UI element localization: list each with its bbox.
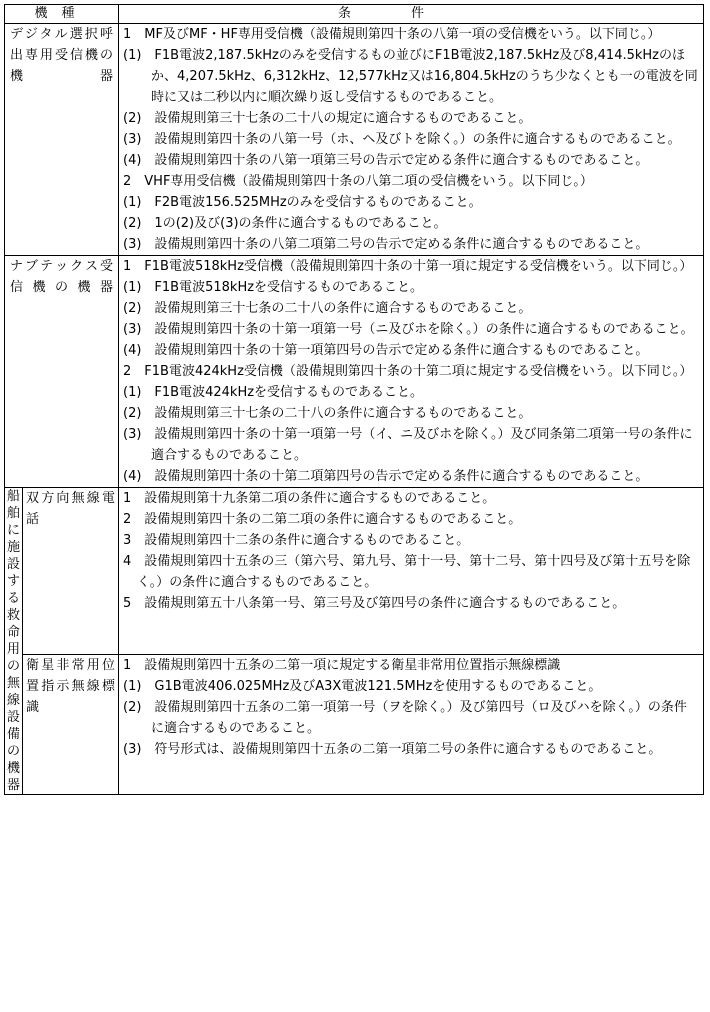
conditions-cell bbox=[119, 655, 704, 795]
condition-line: (4) 設備規則第四十条の八第一項第三号の告示で定める条件に適合するものであること。 bbox=[123, 153, 649, 168]
condition-line: (2) 設備規則第三十七条の二十八の条件に適合するものであること。 bbox=[123, 301, 532, 316]
condition-line: 1 設備規則第十九条第二項の条件に適合するものであること。 bbox=[123, 491, 496, 506]
header-device: 機種 bbox=[5, 5, 119, 24]
condition-line: 5 設備規則第五十八条第一号、第三号及び第四号の条件に適合するものであること。 bbox=[123, 596, 626, 611]
condition-line: (3) 設備規則第四十条の十第一項第一号（ニ及びホを除く。）の条件に適合するものであること。 bbox=[123, 322, 694, 337]
condition-line: 1 設備規則第四十五条の二第一項に規定する衛星非常用位置指示無線標識 bbox=[123, 658, 561, 674]
table-row bbox=[5, 24, 704, 256]
condition-line: (4) 設備規則第四十条の十第二項第四号の告示で定める条件に適合するものであること。 bbox=[123, 469, 649, 484]
device-two-way-radiotelephone: 双方向無線電話 bbox=[23, 488, 119, 655]
header-row bbox=[5, 5, 704, 24]
conditions-cell bbox=[119, 256, 704, 488]
condition-line: (2) 1の(2)及び(3)の条件に適合するものであること。 bbox=[123, 216, 447, 231]
device-navtex-receiver: ナブテックス受信機の機器 bbox=[5, 256, 119, 488]
condition-line: 3 設備規則第四十二条の条件に適合するものであること。 bbox=[123, 533, 470, 548]
group-label-text: 船舶に施設する救命用の無線設備の機器 bbox=[7, 489, 21, 793]
condition-line: (2) 設備規則第四十五条の二第一項第一号（ヲを除く。）及び第四号（ロ及びハを除く。）の条件に適合するものであること。 bbox=[123, 700, 687, 737]
condition-line: (1) F1B電波518kHzを受信するものであること。 bbox=[123, 280, 424, 295]
condition-line: 2 設備規則第四十条の二第二項の条件に適合するものであること。 bbox=[123, 512, 522, 527]
condition-line: 4 設備規則第四十五条の三（第六号、第九号、第十一号、第十二号、第十四号及び第十五号を除く。）の条件に適合するものであること。 bbox=[123, 554, 691, 590]
condition-line: (3) 符号形式は、設備規則第四十五条の二第一項第二号の条件に適合するものであること。 bbox=[123, 742, 662, 758]
condition-line: 1 F1B電波518kHz受信機（設備規則第四十条の十第一項に規定する受信機をいう。以下同じ。） bbox=[123, 259, 693, 274]
conditions-cell bbox=[119, 24, 704, 256]
condition-line: (2) 設備規則第三十七条の二十八の規定に適合するものであること。 bbox=[123, 111, 532, 126]
condition-line: (1) G1B電波406.025MHz及びA3X電波121.5MHzを使用するものであること。 bbox=[123, 679, 602, 695]
condition-line: (3) 設備規則第四十条の八第二項第二号の告示で定める条件に適合するものであること。 bbox=[123, 237, 649, 252]
condition-line: 1 MF及びMF・HF専用受信機（設備規則第四十条の八第一項の受信機をいう。以下同じ。） bbox=[123, 27, 661, 42]
condition-line: (2) 設備規則第三十七条の二十八の条件に適合するものであること。 bbox=[123, 406, 532, 421]
condition-line: 2 F1B電波424kHz受信機（設備規則第四十条の十第二項に規定する受信機をいう。以下同じ。） bbox=[123, 364, 693, 379]
condition-line: (4) 設備規則第四十条の十第一項第四号の告示で定める条件に適合するものであること。 bbox=[123, 343, 649, 358]
device-epirb: 衛星非常用位置指示無線標識 bbox=[23, 655, 119, 795]
condition-line: 2 VHF専用受信機（設備規則第四十条の八第二項の受信機をいう。以下同じ。） bbox=[123, 174, 593, 189]
conditions-table bbox=[4, 4, 704, 795]
condition-line: (1) F1B電波424kHzを受信するものであること。 bbox=[123, 385, 424, 400]
device-digital-selective-calling: デジタル選択呼出専用受信機の機器 bbox=[5, 24, 119, 256]
group-label-lifesaving bbox=[5, 488, 23, 795]
condition-line: (3) 設備規則第四十条の八第一号（ホ、ヘ及びトを除く。）の条件に適合するものであること。 bbox=[123, 132, 681, 147]
table-row bbox=[5, 488, 704, 655]
condition-line: (1) F2B電波156.525MHzのみを受信するものであること。 bbox=[123, 195, 482, 210]
condition-line: (3) 設備規則第四十条の十第一項第一号（イ、ニ及びホを除く。）及び同条第二項第一号の条件に適合するものであること。 bbox=[123, 427, 693, 463]
table-row bbox=[5, 655, 704, 795]
header-conditions: 条件 bbox=[119, 5, 704, 24]
condition-line: (1) F1B電波2,187.5kHzのみを受信するもの並びにF1B電波2,187.5kHz及び8,414.5kHzのほか、4,207.5kHz、6,312kHz、12,577kHz又は16,804.5kHzのうち少なくとも一の電波を同時に又は二秒以内に順次繰り返し受信するものであること。 bbox=[123, 48, 698, 105]
table-row bbox=[5, 256, 704, 488]
conditions-cell bbox=[119, 488, 704, 655]
